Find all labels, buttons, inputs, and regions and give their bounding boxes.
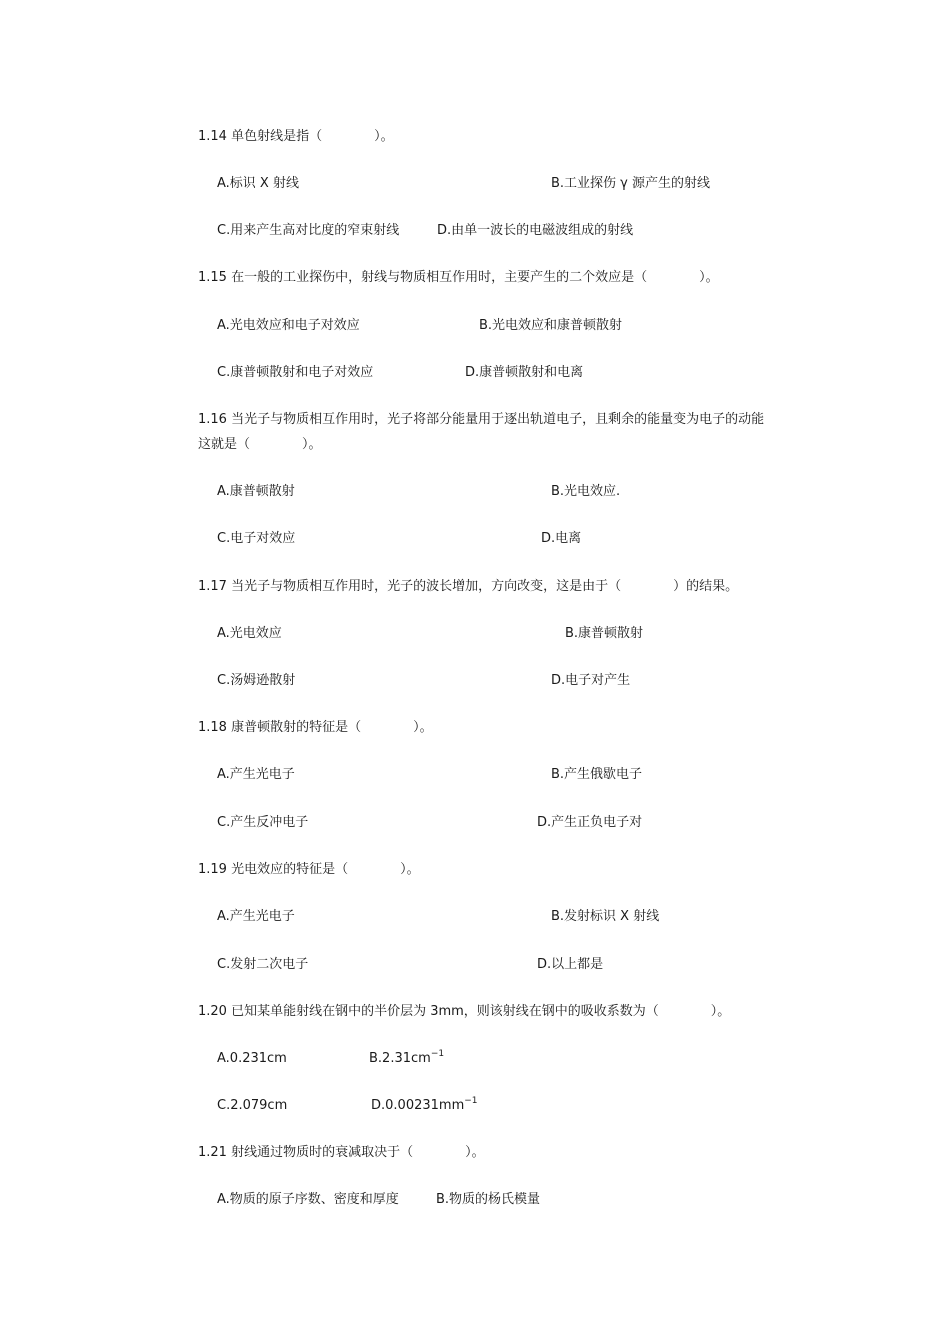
question-1-17-option-d: D.电子对产生 <box>551 673 631 688</box>
question-1-20-option-c: C.2.079cm <box>217 1098 288 1113</box>
question-1-19-option-b: B.发射标识 X 射线 <box>551 909 660 924</box>
question-1-14-stem: 1.14 单色射线是指（ ）。 <box>198 129 394 144</box>
question-1-14-option-c: C.用来产生高对比度的窄束射线 <box>217 223 400 238</box>
exponent-superscript: −1 <box>430 1049 445 1059</box>
question-1-16-option-c: C.电子对效应 <box>217 531 296 546</box>
question-1-20-stem: 1.20 已知某单能射线在钢中的半价层为 3mm，则该射线在钢中的吸收系数为（ ）。 <box>198 1004 731 1019</box>
question-1-16-option-d: D.电离 <box>541 531 582 546</box>
question-1-18-stem: 1.18 康普顿散射的特征是（ ）。 <box>198 720 433 735</box>
question-1-21-stem: 1.21 射线通过物质时的衰减取决于（ ）。 <box>198 1145 485 1160</box>
question-1-16-stem: 1.16 当光子与物质相互作用时，光子将部分能量用于逐出轨道电子，且剩余的能量变为电子的动能 <box>198 412 765 427</box>
question-1-14-option-d: D.由单一波长的电磁波组成的射线 <box>437 223 634 238</box>
question-1-19-option-a: A.产生光电子 <box>217 909 295 924</box>
question-1-16-option-b: B.光电效应. <box>551 484 621 499</box>
question-1-15-stem: 1.15 在一般的工业探伤中，射线与物质相互作用时，主要产生的二个效应是（ ）。 <box>198 270 719 285</box>
question-1-17-stem: 1.17 当光子与物质相互作用时，光子的波长增加，方向改变，这是由于（ ）的结果。 <box>198 579 739 594</box>
option-b-text: B.2.31cm <box>369 1051 431 1066</box>
question-1-17-option-c: C.汤姆逊散射 <box>217 673 296 688</box>
question-1-16-stem-cont: 这就是（ ）。 <box>198 437 322 452</box>
exponent-superscript: −1 <box>464 1096 478 1106</box>
question-1-14-option-a: A.标识 X 射线 <box>217 176 299 191</box>
question-1-15-option-c: C.康普顿散射和电子对效应 <box>217 365 374 380</box>
question-1-19-stem: 1.19 光电效应的特征是（ ）。 <box>198 862 420 877</box>
question-1-15-option-a: A.光电效应和电子对效应 <box>217 318 360 333</box>
question-1-20-option-b <box>369 1051 444 1067</box>
option-d-text: D.0.00231mm <box>371 1098 465 1113</box>
question-1-20-option-a: A.0.231cm <box>217 1051 287 1066</box>
question-1-21-option-b: B.物质的杨氏模量 <box>436 1192 541 1207</box>
question-1-16-option-a: A.康普顿散射 <box>217 484 295 499</box>
question-1-18-option-b: B.产生俄歇电子 <box>551 767 643 782</box>
question-1-15-option-d: D.康普顿散射和电离 <box>465 365 584 380</box>
question-1-17-option-a: A.光电效应 <box>217 626 282 641</box>
question-1-15-option-b: B.光电效应和康普顿散射 <box>479 318 623 333</box>
question-1-19-option-c: C.发射二次电子 <box>217 957 309 972</box>
question-1-18-option-d: D.产生正负电子对 <box>537 815 643 830</box>
question-1-18-option-c: C.产生反冲电子 <box>217 815 309 830</box>
question-1-14-option-b: B.工业探伤 γ 源产生的射线 <box>551 176 711 191</box>
question-1-17-option-b: B.康普顿散射 <box>565 626 644 641</box>
question-1-20-option-d <box>371 1098 478 1114</box>
question-1-19-option-d: D.以上都是 <box>537 957 604 972</box>
question-1-21-option-a: A.物质的原子序数、密度和厚度 <box>217 1192 399 1207</box>
question-1-18-option-a: A.产生光电子 <box>217 767 295 782</box>
